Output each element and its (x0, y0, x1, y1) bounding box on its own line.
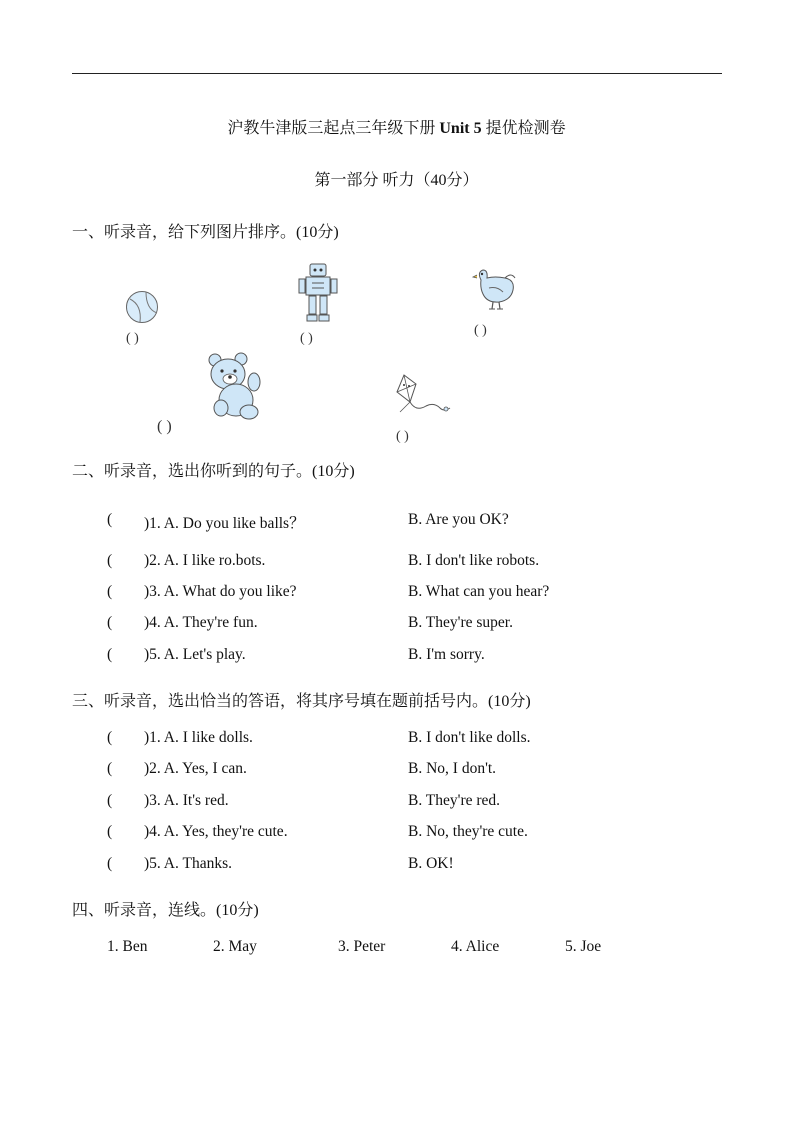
option-b: B. OK! (408, 855, 454, 872)
option-b: B. They're super. (408, 614, 513, 631)
part-heading: 第一部分 听力（40分） (314, 172, 479, 189)
option-b: B. I'm sorry. (408, 646, 485, 663)
option-b: B. No, they're cute. (408, 823, 528, 840)
name-5[interactable]: 5. Joe (565, 938, 602, 955)
answer-paren[interactable]: ( (107, 614, 113, 631)
option-a: )1. A. I like dolls. (144, 729, 253, 746)
section-2-heading: 二、听录音，选出你听到的句子。(10分) (72, 463, 355, 480)
answer-paren[interactable]: ( (107, 855, 113, 872)
answer-paren[interactable]: ( (107, 511, 113, 528)
option-a: )3. A. What do you like? (144, 583, 297, 600)
option-b: B. They're red. (408, 792, 501, 809)
chicken-answer-paren[interactable]: ( ) (474, 323, 487, 338)
option-a: )1. A. Do you like balls？ (144, 515, 305, 532)
name-2[interactable]: 2. May (213, 938, 257, 955)
ball-icon (124, 289, 160, 325)
ball-answer-paren[interactable]: ( ) (126, 331, 139, 346)
option-a: )2. A. I like ro.bots. (144, 552, 266, 569)
chicken-icon (471, 266, 517, 312)
title-cn: 沪教牛津版三起点三年级下册 (227, 120, 436, 137)
option-a: )3. A. It's red. (144, 792, 229, 809)
page-title (0, 115, 793, 138)
title-cn-2: 提优检测卷 (485, 120, 566, 137)
name-3[interactable]: 3. Peter (338, 938, 386, 955)
kite-answer-paren[interactable]: ( ) (396, 429, 409, 444)
section-4-heading: 四、听录音，连线。(10分) (72, 902, 259, 919)
option-b: B. Are you OK? (408, 511, 509, 528)
robot-answer-paren[interactable]: ( ) (300, 331, 313, 346)
robot-icon (297, 262, 339, 324)
answer-paren[interactable]: ( (107, 729, 113, 746)
option-a: )2. A. Yes, I can. (144, 760, 247, 777)
header-rule (72, 73, 722, 74)
answer-paren[interactable]: ( (107, 792, 113, 809)
bear-answer-paren[interactable]: ( ) (157, 418, 172, 435)
option-b: B. What can you hear? (408, 583, 550, 600)
kite-icon (394, 372, 454, 416)
name-4[interactable]: 4. Alice (451, 938, 500, 955)
section-1-heading: 一、听录音，给下列图片排序。(10分) (72, 224, 339, 241)
answer-paren[interactable]: ( (107, 646, 113, 663)
option-a: )4. A. They're fun. (144, 614, 258, 631)
option-a: )5. A. Let's play. (144, 646, 246, 663)
section-3-heading: 三、听录音，选出恰当的答语，将其序号填在题前括号内。(10分) (72, 693, 531, 710)
option-a: )4. A. Yes, they're cute. (144, 823, 288, 840)
option-a: )5. A. Thanks. (144, 855, 232, 872)
option-b: B. No, I don't. (408, 760, 497, 777)
teddy-bear-icon (206, 352, 264, 420)
option-b: B. I don't like robots. (408, 552, 540, 569)
name-1[interactable]: 1. Ben (107, 938, 148, 955)
title-unit: Unit 5 (439, 120, 482, 137)
answer-paren[interactable]: ( (107, 760, 113, 777)
option-b: B. I don't like dolls. (408, 729, 531, 746)
answer-paren[interactable]: ( (107, 823, 113, 840)
answer-paren[interactable]: ( (107, 583, 113, 600)
answer-paren[interactable]: ( (107, 552, 113, 569)
